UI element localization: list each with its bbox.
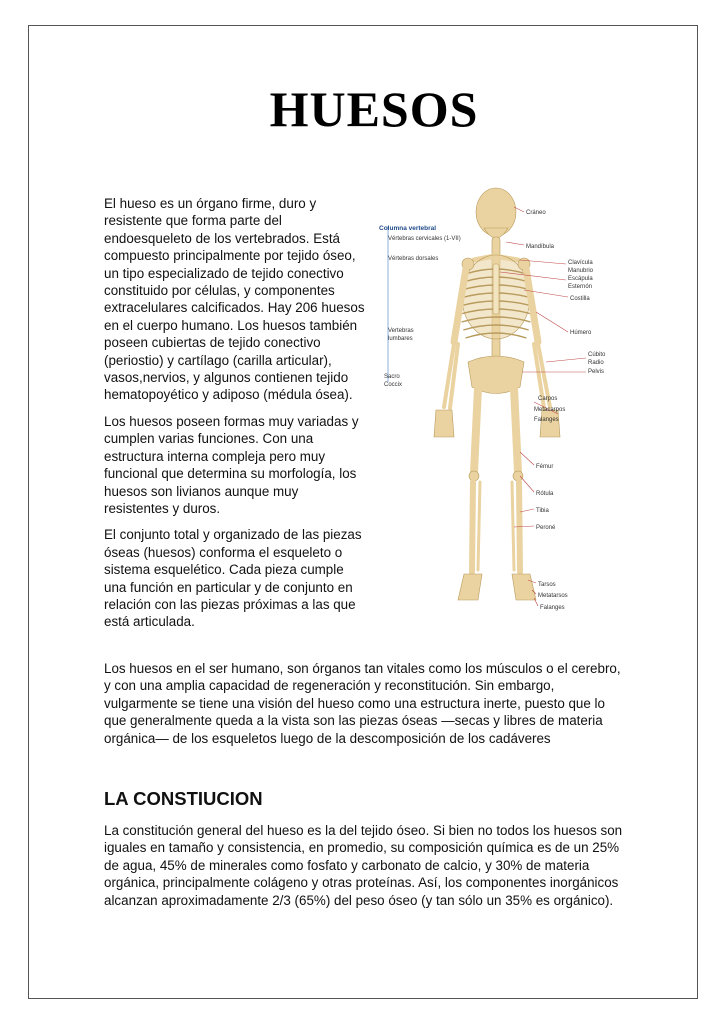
shapes-paragraph: Los huesos poseen formas muy variadas y cumplen varias funciones. Con una estructura interna compleja pero muy funcional que determina su morfología, los huesos son livianos aunque muy resistentes y duros.	[104, 413, 359, 516]
label-radio: Radio	[588, 360, 604, 366]
label-cubito: Cúbito	[588, 352, 606, 358]
label-tibia: Tibia	[536, 508, 549, 514]
label-manubrio: Manubrio	[568, 268, 594, 274]
label-perone: Peroné	[536, 525, 556, 531]
label-coccix: Coccix	[384, 382, 403, 388]
skeleton-paragraph: El conjunto total y organizado de las piezas óseas (huesos) conforma el esqueleto o sistema esquelético. Cada pieza cumple una función en particular y de conjunto en relación con las piezas próximas a las que está articulada.	[104, 527, 362, 630]
label-pelvis: Pelvis	[588, 369, 605, 375]
label-escapula: Escápula	[568, 276, 593, 282]
label-thoracic: Vértebras dorsales	[388, 256, 439, 262]
label-esternon: Esternón	[568, 284, 593, 290]
label-craneo: Cráneo	[526, 210, 546, 216]
label-metacarpos: Metacarpos	[534, 407, 566, 413]
label-metatarsos: Metatarsos	[538, 593, 568, 599]
label-femur: Fémur	[536, 464, 554, 470]
label-humero: Húmero	[570, 330, 592, 336]
label-falanges-pie: Falanges	[540, 605, 565, 611]
label-sacro: Sacro	[384, 374, 400, 380]
label-falanges-mano: Falanges	[534, 417, 559, 423]
vital-organs-paragraph: Los huesos en el ser humano, son órganos tan vitales como los músculos o el cerebro, y con una amplia capacidad de regeneración y reconstitución. Sin embargo, vulgarmente se tiene una visión del hueso como una estructura inerte, puesto que lo que generalmente queda a la vista son las piezas óseas —secas y libres de materia orgánica— de los esqueletos luego de la descomposición de los cadáveres	[104, 661, 621, 746]
section-title: LA CONSTIUCION	[104, 788, 263, 809]
skeleton-figure	[374, 182, 626, 622]
label-rotula: Rótula	[536, 491, 554, 497]
page-title: HUESOS	[269, 81, 479, 137]
label-lumbar-2: lumbares	[388, 336, 413, 342]
label-costilla: Costilla	[570, 296, 590, 302]
label-lumbar-1: Vertebras	[388, 328, 414, 334]
label-cervical: Vértebras cervicales (1-VII)	[388, 236, 461, 242]
label-column: Columna vertebral	[379, 225, 437, 232]
label-tarsos: Tarsos	[538, 582, 556, 588]
label-carpos: Carpos	[538, 396, 558, 402]
intro-paragraph: El hueso es un órgano firme, duro y resistente que forma parte del endoesqueleto de los vertebrados. Está compuesto principalmente por tejido óseo, un tipo especializado de tejido conectivo constituido por células, y componentes extracelulares calcificados. Hay 206 huesos en el cuerpo humano. Los huesos también poseen cubiertas de tejido conectivo (periostio) y cartílago (carilla articular), vasos,nervios, y algunos contienen tejido hematopoyético y adiposo (médula ósea).	[104, 196, 365, 403]
constitution-paragraph: La constitución general del hueso es la del tejido óseo. Si bien no todos los huesos son iguales en tamaño y consistencia, en promedio, su composición química es de un 25% de agua, 45% de minerales como fosfato y carbonato de calcio, y 30% de materia orgánica, principalmente colágeno y otras proteínas. Así, los componentes inorgánicos alcanzan aproximadamente 2/3 (65%) del peso óseo (y tan sólo un 35% es orgánico).	[104, 823, 623, 908]
label-clavicula: Clavícula	[568, 260, 593, 266]
left-column	[104, 195, 366, 640]
label-mandibula: Mandíbula	[526, 244, 555, 250]
skeleton-illustration	[374, 182, 626, 622]
